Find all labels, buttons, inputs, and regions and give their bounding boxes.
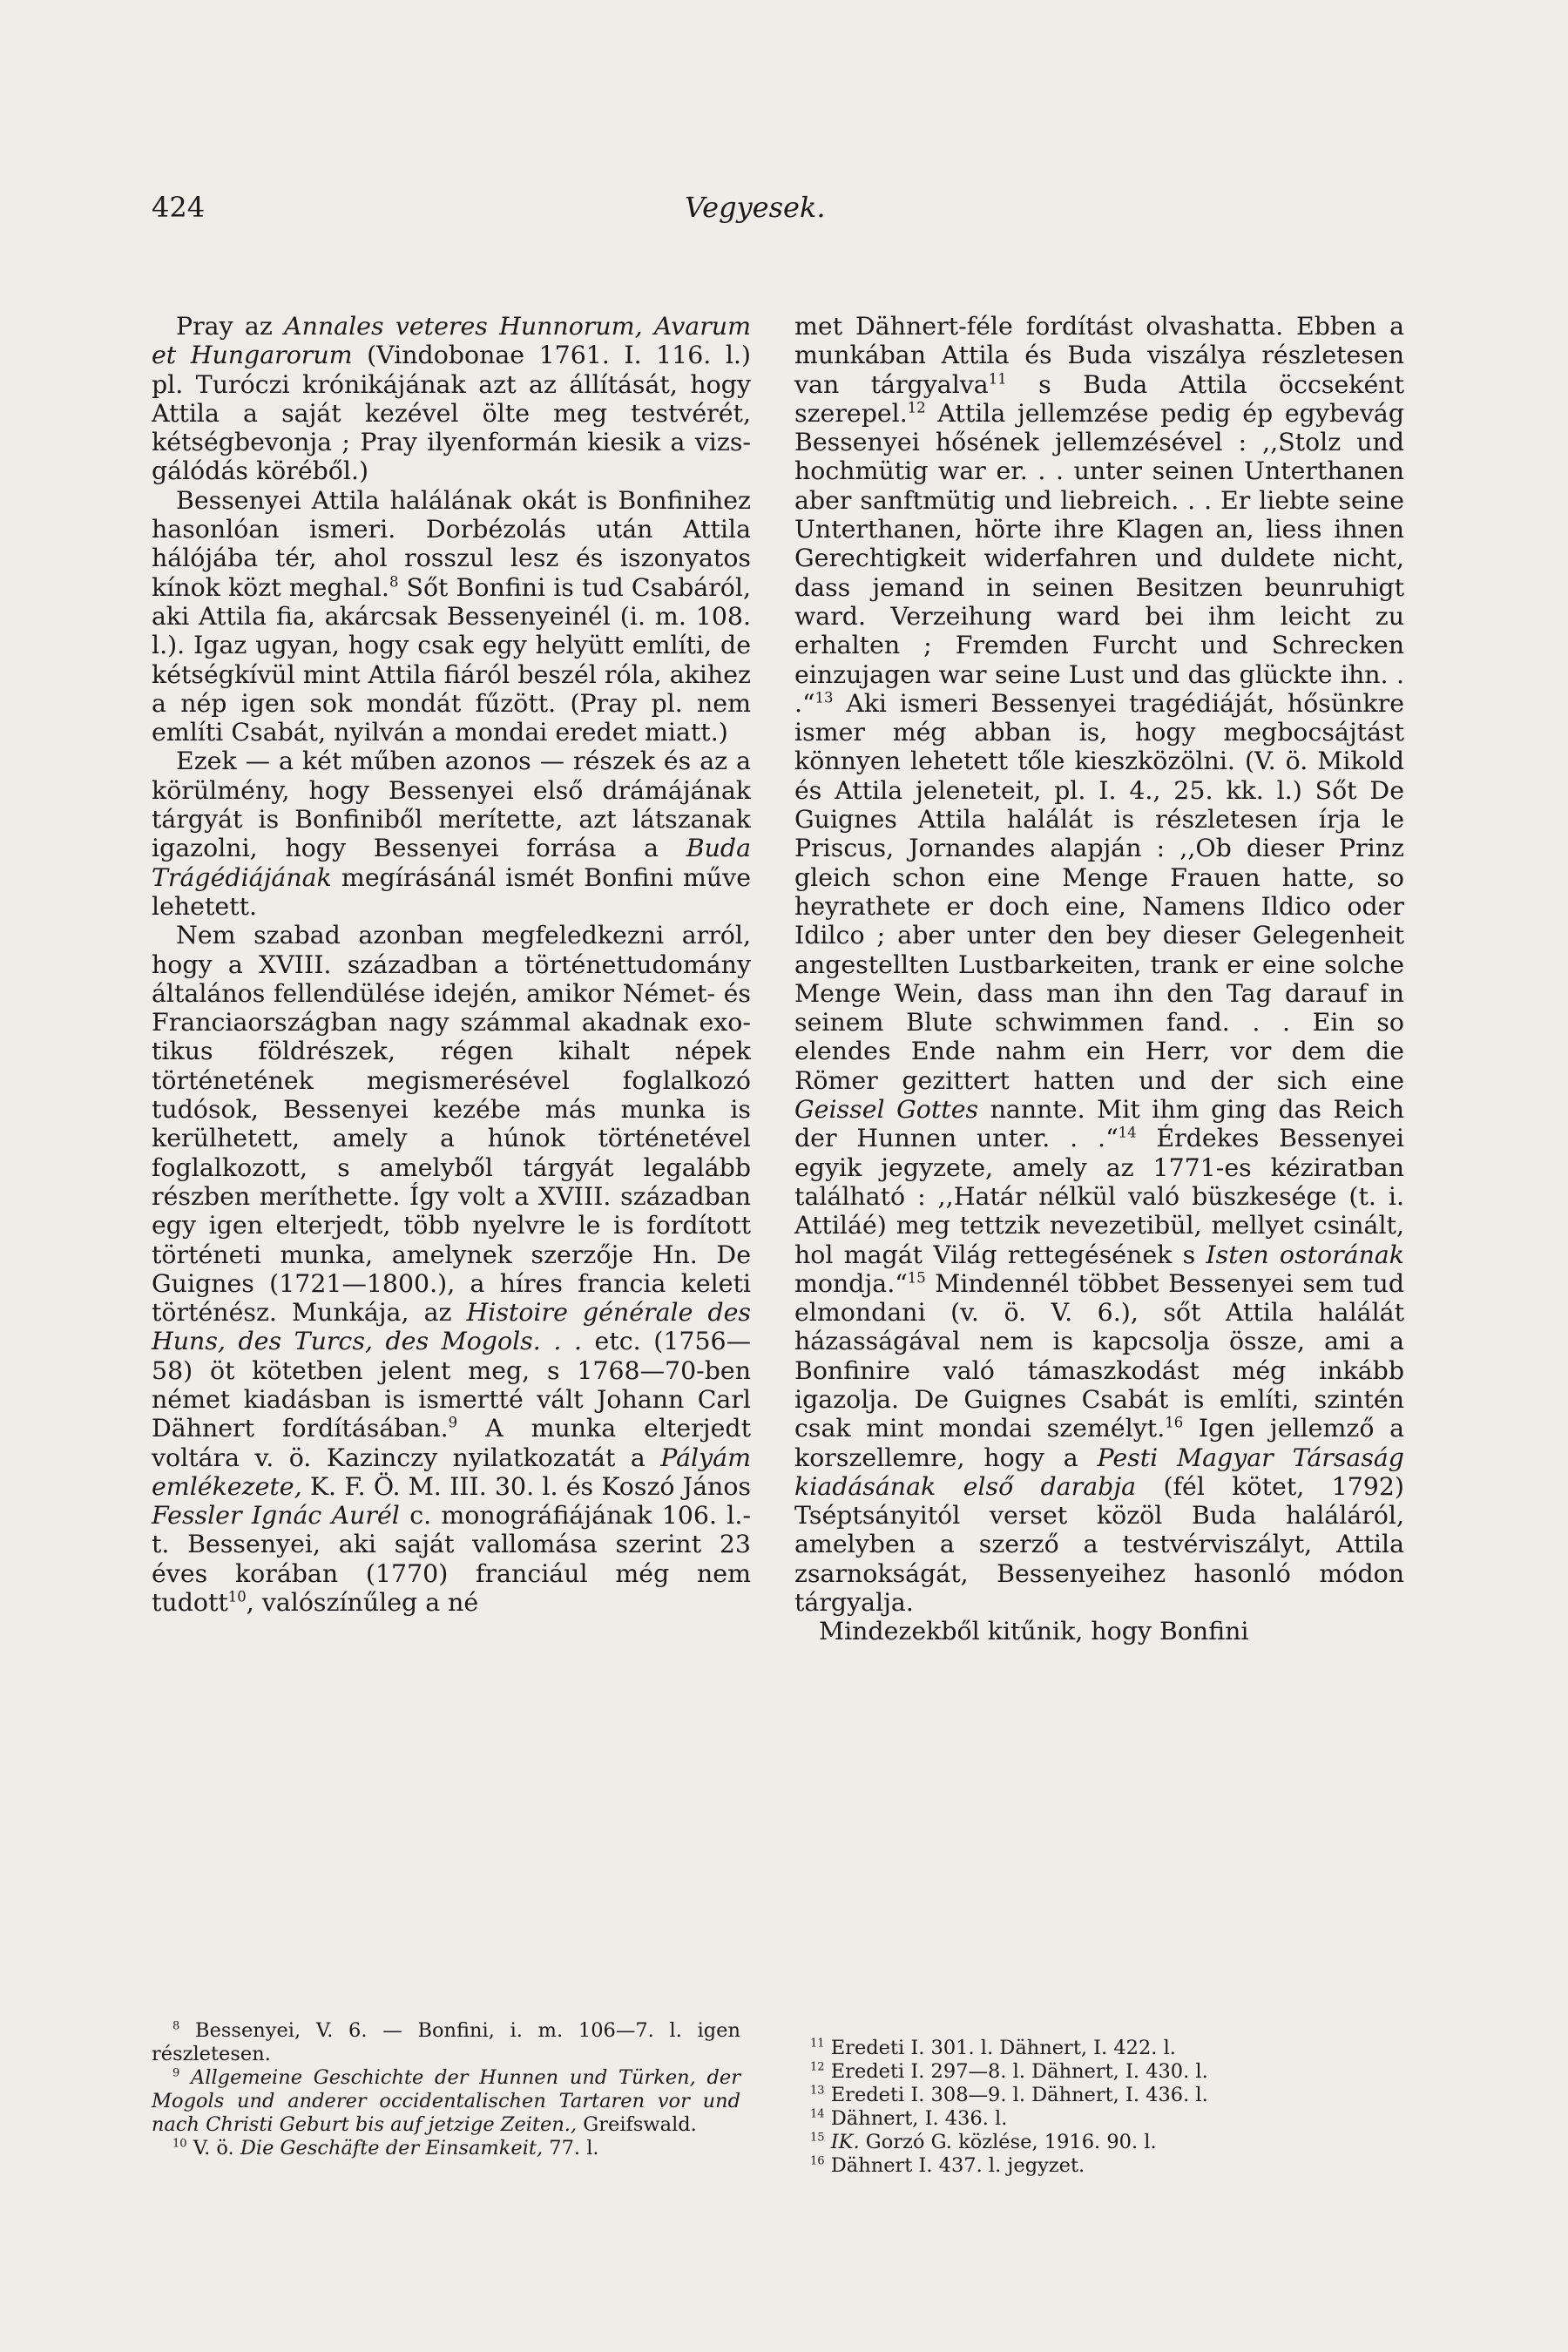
book-title: Buda Trágédiájának [152, 834, 751, 892]
book-title: Fessler Ignác Aurél [152, 1501, 400, 1531]
footnote-ref: 13 [814, 689, 834, 706]
footnote-ref: 11 [988, 370, 1007, 388]
footnote-ref: 15 [907, 1269, 926, 1287]
paragraph: Mindezekből kitűnik, hogy Bonfini [819, 1617, 1249, 1646]
footnotes-left [152, 2019, 740, 2160]
paragraph: Pray az Annales veteres Hunnorum, Avarum et Hungarorum (Vindobonae 1761. I. 116. l.) pl. Turóczi krónikájának azt az állítását, hogy Attila a saját kezével ölte meg testvérét, kétségbevonja ; Pray ilyenformán kiesik a vizsgálódás köréből.) [152, 312, 751, 486]
page-number: 424 [152, 191, 206, 224]
footnote: $^{11}$ Eredeti I. 301. l. Dähnert, I. 422. l. [810, 2037, 1176, 2059]
footnote: $^{14}$ Dähnert, I. 436. l. [810, 2107, 1008, 2130]
footnote: $^{10}$ V. ö. Die Geschäfte der Einsamkeit, 77. l. [172, 2137, 599, 2159]
paragraph: Bessenyei Attila halálának okát is Bonfinihez hasonlóan ismeri. Dorbézolás után Attila hálójába tér, ahol rosszul lesz és iszonyatos kínok közt meghal.$^8$ Sőt Bonfini is tud Csabáról, aki Attila fia, akárcsak Bessenyeinél (i. m. 108. l.). Igaz ugyan, hogy csak egy helyütt említi, de kétségkívül mint Attila fiáról beszél róla, akihez a nép igen sok mondát fűzött. (Pray pl. nem említi Csabát, nyilván a mondai eredet miatt.) [152, 485, 751, 747]
footnote-ref: 8 [389, 573, 399, 591]
left-text-column [152, 312, 751, 1617]
quoted-title: Isten ostorának [1206, 1240, 1404, 1269]
book-title: Pesti Magyar Társaság kiadásának első darabja [794, 1443, 1404, 1501]
footnote: $^{12}$ Eredeti I. 297—8. l. Dähnert, I. 430. l. [810, 2060, 1208, 2083]
book-title: Pályám emlékezete, [152, 1443, 751, 1501]
right-text-column [794, 312, 1404, 1646]
book-title: Annales veteres Hunnorum, Avarum et Hungarorum [152, 312, 751, 370]
footnote: $^8$ Bessenyei, V. 6. — Bonfini, i. m. 106—7. l. igen részletesen. [152, 2019, 740, 2065]
footnote: $^{16}$ Dähnert I. 437. l. jegyzet. [810, 2154, 1085, 2177]
running-head: Vegyesek. [685, 191, 826, 224]
footnote-ref: 10 [227, 1588, 247, 1605]
footnote-ref: 14 [1118, 1124, 1137, 1141]
paragraph: Ezek — a két műben azonos — részek és az a körülmény, hogy Bessenyei első drámájának tárgyát is Bonfiniből merítette, azt látszanak igazolni, hogy Bessenyei forrása a Buda Trágédiájának megírásánál ismét Bonfini műve lehetett. [152, 747, 751, 921]
book-title: Histoire générale des Huns, des Turcs, des Mogols. . . [152, 1298, 751, 1356]
footnote-ref: 12 [907, 399, 926, 416]
footnote: $^9$ Allgemeine Geschichte der Hunnen und Türken, der Mogols und anderer occidentalischen Tartaren vor und nach Christi Geburt bis auf jetzige Zeiten., Greifswald. [152, 2066, 740, 2136]
footnote: $^{13}$ Eredeti I. 308—9. l. Dähnert, I. 436. l. [810, 2084, 1208, 2106]
footnote-ref: 16 [1165, 1414, 1184, 1431]
footnotes-right [810, 2037, 1368, 2178]
paragraph: met Dähnert-féle fordítást olvashatta. Ebben a munkában Attila és Buda viszálya részletesen van tárgyalva$^{11}$ s Buda Attila öccseként szerepel.$^{12}$ Attila jellemzése pedig ép egybevág Bessenyei hősének jellemzésével : ,,Stolz und hochmütig war er. . . unter seinen Unterthanen aber sanftmütig und liebreich. . . Er liebte seine Unterthanen, hörte ihre Klagen an, liess ihnen Gerechtigkeit widerfahren und duldete nicht, dass jemand in seinen Besitzen beunruhigt ward. Verzeihung ward bei ihm leicht zu erhalten ; Fremden Furcht und Schrecken einzujagen war seine Lust und das glückte ihn. . .“$^{13}$ Aki ismeri Bessenyei tragédiáját, hősünkre ismer még abban is, hogy megbocsájtást könnyen lehetett tőle kieszközölni. (V. ö. Mikold és Attila jeleneteit, pl. I. 4., 25. kk. l.) Sőt De Guignes Attila halálát is részletesen írja le Priscus, Jornandes alapján : ,,Ob dieser Prinz gleich schon eine Menge Frauen hatte, so heyrathete er doch eine, Namens Ildico oder Idilco ; aber unter den bey dieser Gelegenheit angestellten Lustbarkeiten, trank er eine solche Menge Wein, dass man ihn den Tag darauf in seinem Blute schwimmen fand. . . Ein so elendes Ende nahm ein Herr, vor dem die Römer gezittert hatten und der sich eine Geissel Gottes nannte. Mit ihm ging das Reich der Hunnen unter. . .“$^{14}$ Érdekes Bessenyei egyik jegyzete, amely az 1771-es kéziratban található : ,,Határ nélkül való büszkesége (t. i. Attiláé) meg tettzik nevezetibül, mellyet csinált, hol magát Világ rettegésének s Isten ostorának mondja.“$^{15}$ Mindennél többet Bessenyei sem tud elmondani (v. ö. V. 6.), sőt Attila halálát házasságával nem is kapcsolja össze, ami a Bonfinire való támaszkodást még inkább igazolja. De Guignes Csabát is említi, szintén csak mint mondai személyt.$^{16}$ Igen jellemző a korszellemre, hogy a Pesti Magyar Társaság kiadásának első darabja (fél kötet, 1792) Tséptsányitól verset közöl Buda haláláról, amelyben a szerző a testvérviszályt, Attila zsarnokságát, Bessenyeihez hasonló módon tárgyalja. [794, 312, 1404, 1618]
quoted-title: Geissel Gottes [794, 1095, 979, 1125]
footnote-ref: 9 [448, 1414, 458, 1431]
footnote: $^{15}$ IK. Gorzó G. közlése, 1916. 90. l. [810, 2131, 1157, 2153]
paragraph: Nem szabad azonban megfeledkezni arról, hogy a XVIII. században a történettudomány általános fellendülése idején, amikor Német- és Franciaországban nagy számmal akadnak exotikus földrészek, régen kihalt népek történetének megismerésével foglalkozó tudósok, Bessenyei kezébe más munka is kerülhetett, amely a húnok történetével foglalkozott, s amelyből tárgyát legalább részben meríthette. Így volt a XVIII. században egy igen elterjedt, több nyelvre le is fordított történeti munka, amelynek szerzője Hn. De Guignes (1721—1800.), a híres francia keleti történész. Munkája, az Histoire générale des Huns, des Turcs, des Mogols. . . etc. (1756—58) öt kötetben jelent meg, s 1768—70-ben német kiadásban is ismertté vált Johann Carl Dähnert fordításában.$^9$ A munka elterjedt voltára v. ö. Kazinczy nyilatkozatát a Pályám emlékezete, K. F. Ö. M. III. 30. l. és Koszó János Fessler Ignác Aurél c. monográfiájának 106. l.-t. Bessenyei, aki saját vallomása szerint 23 éves korában (1770) franciául még nem tudott$^{10}$, valószínűleg a né [152, 921, 751, 1618]
